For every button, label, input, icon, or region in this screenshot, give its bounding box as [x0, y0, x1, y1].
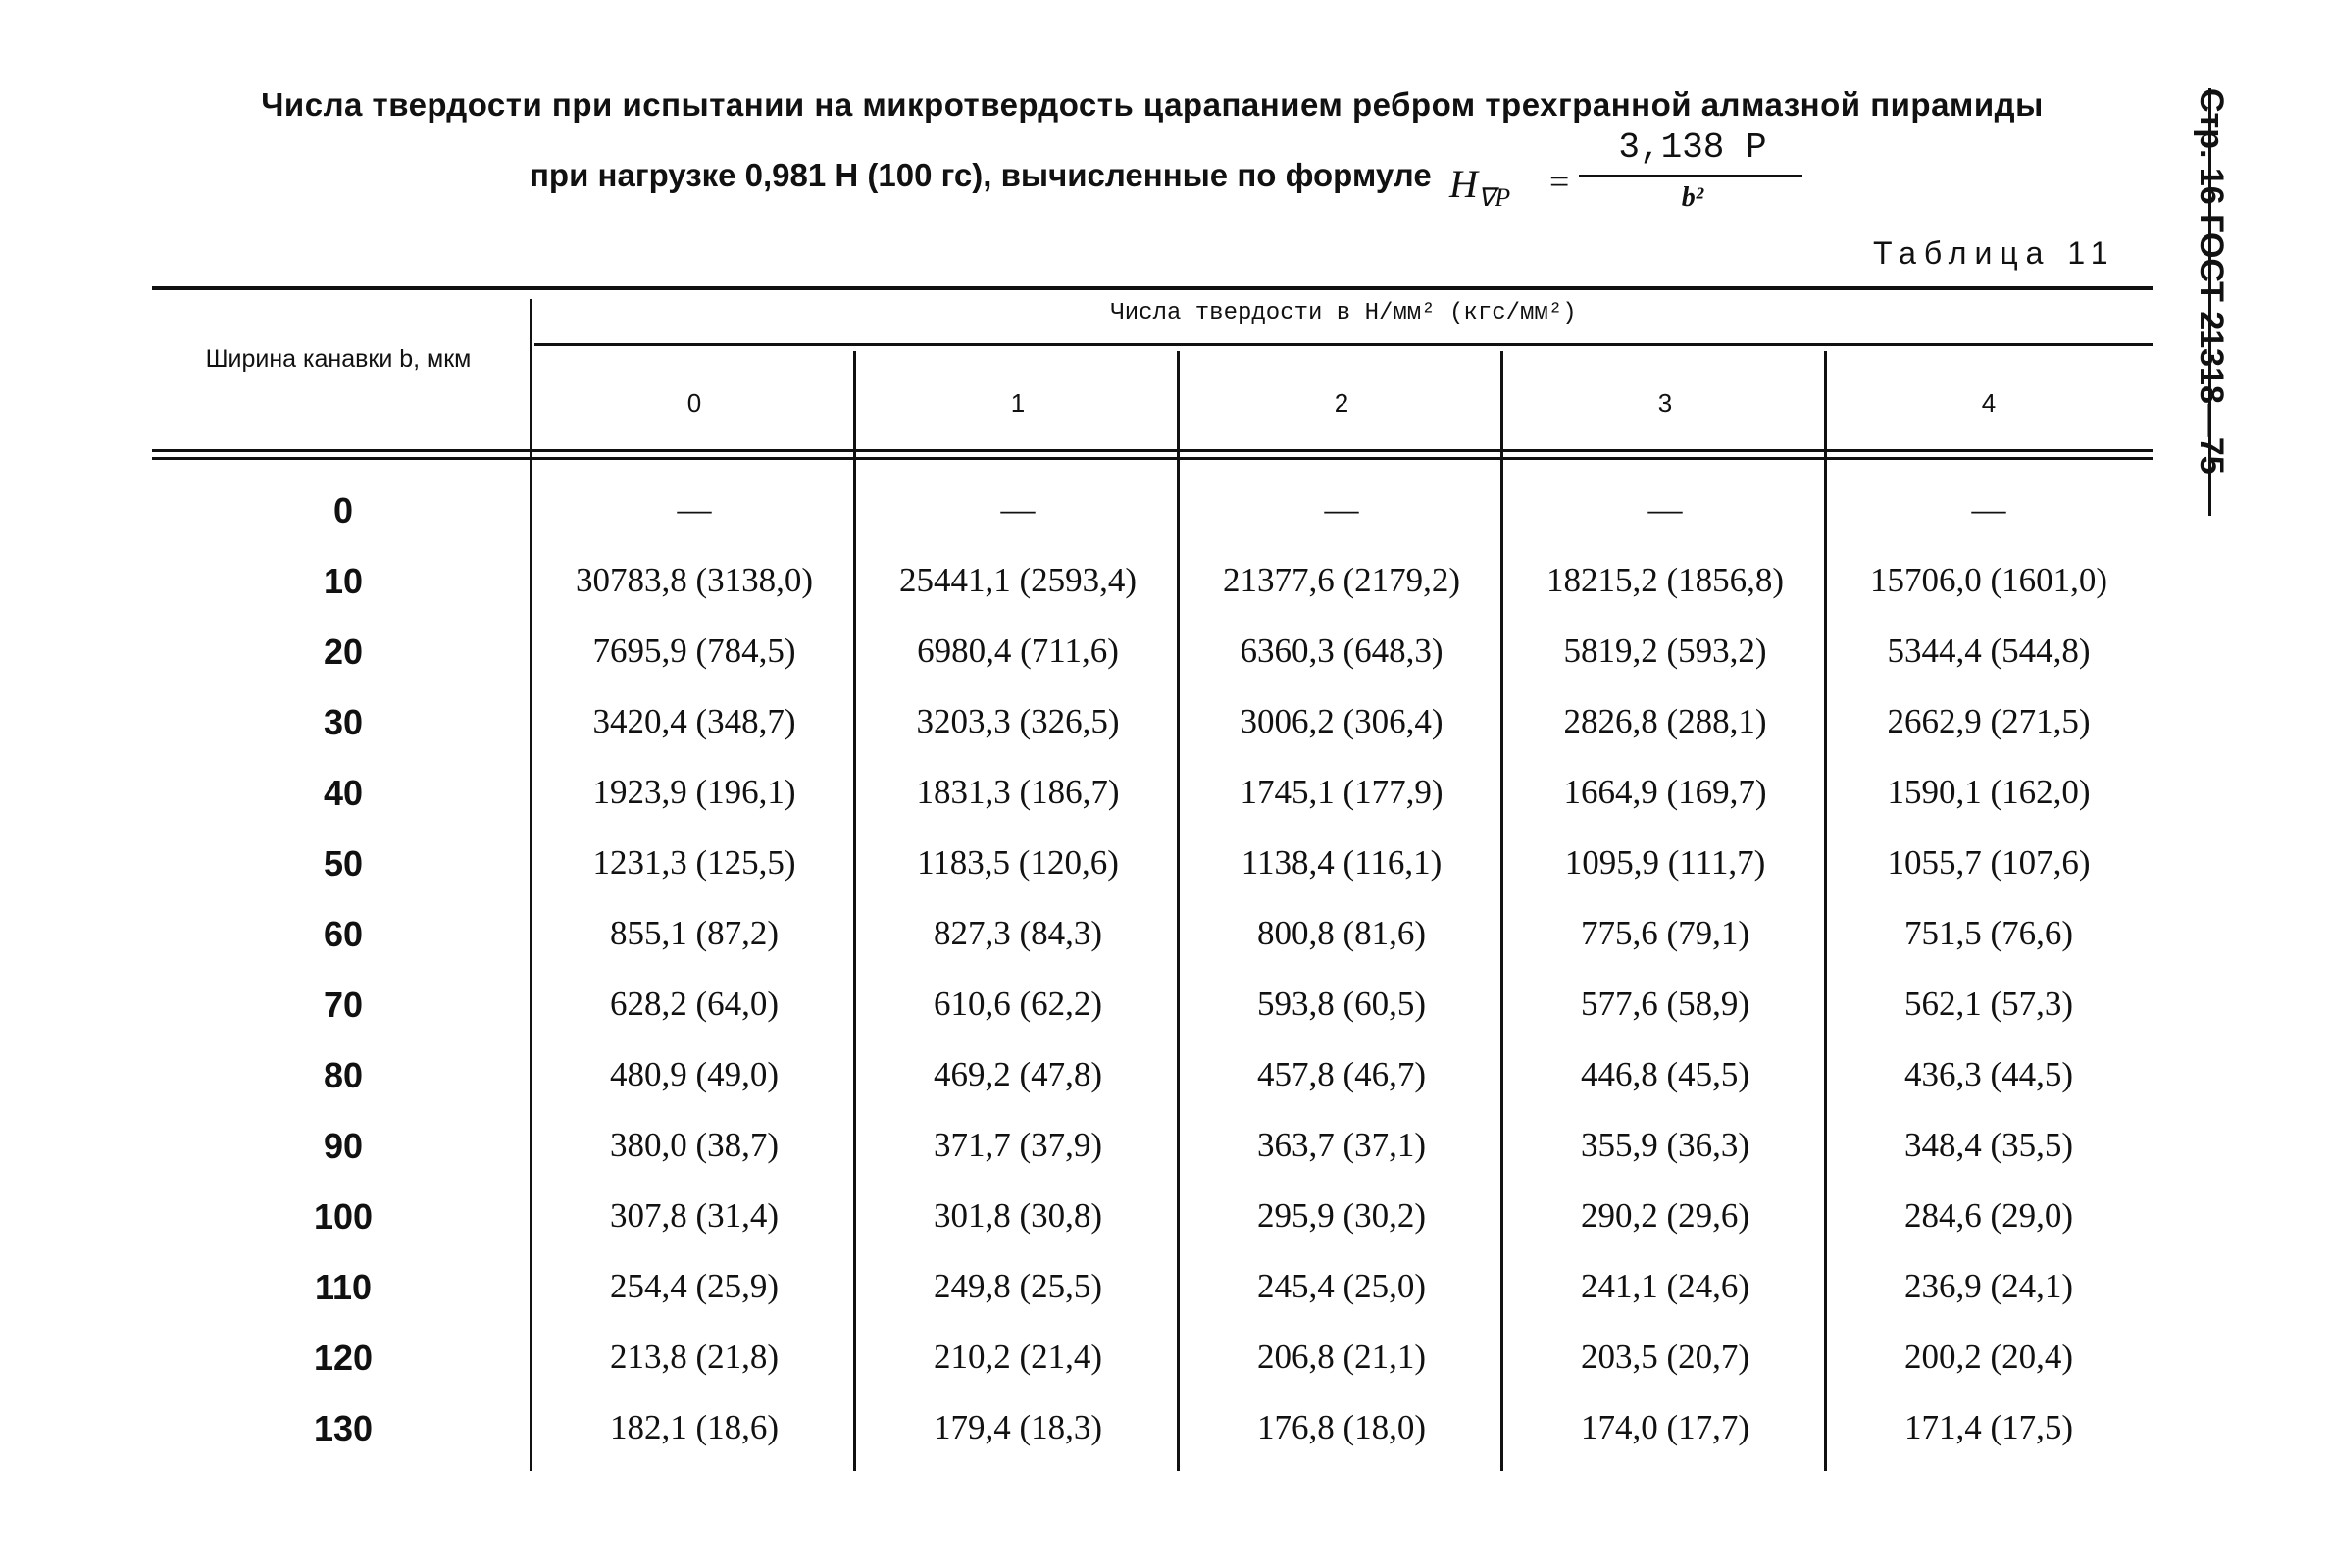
formula-denominator: b²: [1681, 182, 1704, 213]
table-cell: 1831,3 (186,7): [916, 773, 1120, 811]
table-cell: 562,1 (57,3): [1903, 985, 2074, 1023]
table-cell: 301,8 (30,8): [933, 1196, 1103, 1235]
column-header: 0: [686, 388, 702, 418]
table-top-rule: [152, 286, 2153, 290]
table-cell: —: [677, 490, 712, 529]
table-cell: 800,8 (81,6): [1256, 914, 1427, 952]
table-cell: 593,8 (60,5): [1256, 985, 1427, 1023]
table-cell: 203,5 (20,7): [1580, 1338, 1750, 1376]
table-cell: 290,2 (29,6): [1580, 1196, 1750, 1235]
column-header: 2: [1334, 388, 1349, 418]
table-cell: 1590,1 (162,0): [1887, 773, 2091, 811]
table-cell: 3203,3 (326,5): [916, 702, 1120, 740]
table-cell: 249,8 (25,5): [933, 1267, 1103, 1305]
row-label: 130: [313, 1408, 374, 1448]
table-cell: 469,2 (47,8): [933, 1055, 1103, 1093]
header-bottom-rule: [152, 449, 2153, 452]
row-label: 110: [314, 1267, 373, 1307]
table-cell: 610,6 (62,2): [933, 985, 1103, 1023]
table-cell: 15706,0 (1601,0): [1869, 561, 2108, 599]
table-cell: —: [1647, 490, 1683, 529]
table-cell: 179,4 (18,3): [933, 1408, 1103, 1446]
table-cell: 2826,8 (288,1): [1563, 702, 1767, 740]
table-cell: 210,2 (21,4): [933, 1338, 1103, 1376]
table-cell: 30783,8 (3138,0): [575, 561, 814, 599]
row-label: 0: [332, 490, 354, 531]
table-cell: 827,3 (84,3): [933, 914, 1103, 952]
table-cell: 457,8 (46,7): [1256, 1055, 1427, 1093]
table-cell: 480,9 (49,0): [609, 1055, 780, 1093]
table-cell: 363,7 (37,1): [1256, 1126, 1427, 1164]
table-cell: 295,9 (30,2): [1256, 1196, 1427, 1235]
table-cell: 254,4 (25,9): [609, 1267, 780, 1305]
row-label: 70: [323, 985, 364, 1025]
table-cell: 18215,2 (1856,8): [1546, 561, 1785, 599]
group-header: Числа твердости в Н/мм² (кгс/мм²): [1110, 300, 1577, 327]
table-cell: 21377,6 (2179,2): [1222, 561, 1461, 599]
table-cell: 436,3 (44,5): [1903, 1055, 2074, 1093]
table-cell: 1095,9 (111,7): [1564, 843, 1766, 882]
column-header: 3: [1657, 388, 1673, 418]
table-cell: 7695,9 (784,5): [592, 632, 796, 670]
table-cell: 2662,9 (271,5): [1887, 702, 2091, 740]
table-cell: 206,8 (21,1): [1256, 1338, 1427, 1376]
table-cell: 446,8 (45,5): [1580, 1055, 1750, 1093]
table-cell: 307,8 (31,4): [609, 1196, 780, 1235]
formula-equals: =: [1549, 162, 1570, 201]
table-cell: 6360,3 (648,3): [1240, 632, 1444, 670]
column-header: 1: [1010, 388, 1026, 418]
row-header: Ширина канавки b, мкм: [205, 345, 472, 373]
row-label: 30: [323, 702, 364, 742]
table-number: Таблица 11: [1873, 235, 2116, 271]
table-cell: 380,0 (38,7): [609, 1126, 780, 1164]
table-cell: 3420,4 (348,7): [592, 702, 796, 740]
header-bottom-rule-2: [152, 457, 2153, 460]
table-cell: 1055,7 (107,6): [1887, 843, 2091, 882]
row-label: 90: [323, 1126, 364, 1166]
table-cell: —: [1324, 490, 1359, 529]
table-cell: 5344,4 (544,8): [1887, 632, 2091, 670]
table-cell: 245,4 (25,0): [1256, 1267, 1427, 1305]
page-side-label: Стр. 16 ГОСТ 21318—75: [2193, 88, 2230, 475]
table-cell: 174,0 (17,7): [1580, 1408, 1750, 1446]
table-cell: 1138,4 (116,1): [1241, 843, 1443, 882]
page-title: Числа твердости при испытании на микротвердость царапанием ребром трехгранной алмазной пирамиды: [261, 86, 2044, 123]
table-cell: 171,4 (17,5): [1903, 1408, 2074, 1446]
row-label: 10: [323, 561, 364, 601]
table-cell: 1664,9 (169,7): [1563, 773, 1767, 811]
table-cell: 200,2 (20,4): [1903, 1338, 2074, 1376]
table-cell: 236,9 (24,1): [1903, 1267, 2074, 1305]
table-cell: 1745,1 (177,9): [1240, 773, 1444, 811]
table-cell: 25441,1 (2593,4): [898, 561, 1138, 599]
table-cell: 3006,2 (306,4): [1240, 702, 1444, 740]
row-label: 50: [323, 843, 364, 884]
table-cell: 6980,4 (711,6): [917, 632, 1119, 670]
page-subtitle: при нагрузке 0,981 Н (100 гс), вычисленные по формуле: [530, 157, 1432, 193]
table-cell: —: [1971, 490, 2006, 529]
table-cell: 284,6 (29,0): [1903, 1196, 2074, 1235]
table-cell: 355,9 (36,3): [1580, 1126, 1750, 1164]
table-cell: —: [1000, 490, 1036, 529]
table-cell: 751,5 (76,6): [1903, 914, 2074, 952]
group-header-rule: [534, 343, 2153, 346]
row-label: 80: [323, 1055, 364, 1095]
table-cell: 577,6 (58,9): [1580, 985, 1750, 1023]
table-cell: 176,8 (18,0): [1256, 1408, 1427, 1446]
row-label: 60: [323, 914, 364, 954]
row-label: 40: [323, 773, 364, 813]
table-cell: 348,4 (35,5): [1903, 1126, 2074, 1164]
table-cell: 213,8 (21,8): [609, 1338, 780, 1376]
table-cell: 1183,5 (120,6): [917, 843, 1119, 882]
table-cell: 5819,2 (593,2): [1563, 632, 1767, 670]
table-cell: 371,7 (37,9): [933, 1126, 1103, 1164]
table-cell: 241,1 (24,6): [1580, 1267, 1750, 1305]
table-cell: 775,6 (79,1): [1580, 914, 1750, 952]
table-cell: 855,1 (87,2): [609, 914, 780, 952]
table-cell: 628,2 (64,0): [609, 985, 780, 1023]
table-cell: 1231,3 (125,5): [592, 843, 796, 882]
table-cell: 182,1 (18,6): [609, 1408, 780, 1446]
table-cell: 1923,9 (196,1): [592, 773, 796, 811]
formula-fraction-bar: [1579, 175, 1802, 177]
formula-numerator: 3,138 P: [1618, 127, 1767, 168]
row-label: 120: [313, 1338, 374, 1378]
formula-lhs: $H_{\nabla P}$: [1449, 162, 1511, 212]
column-header: 4: [1981, 388, 1997, 418]
row-label: 20: [323, 632, 364, 672]
row-label: 100: [313, 1196, 374, 1237]
